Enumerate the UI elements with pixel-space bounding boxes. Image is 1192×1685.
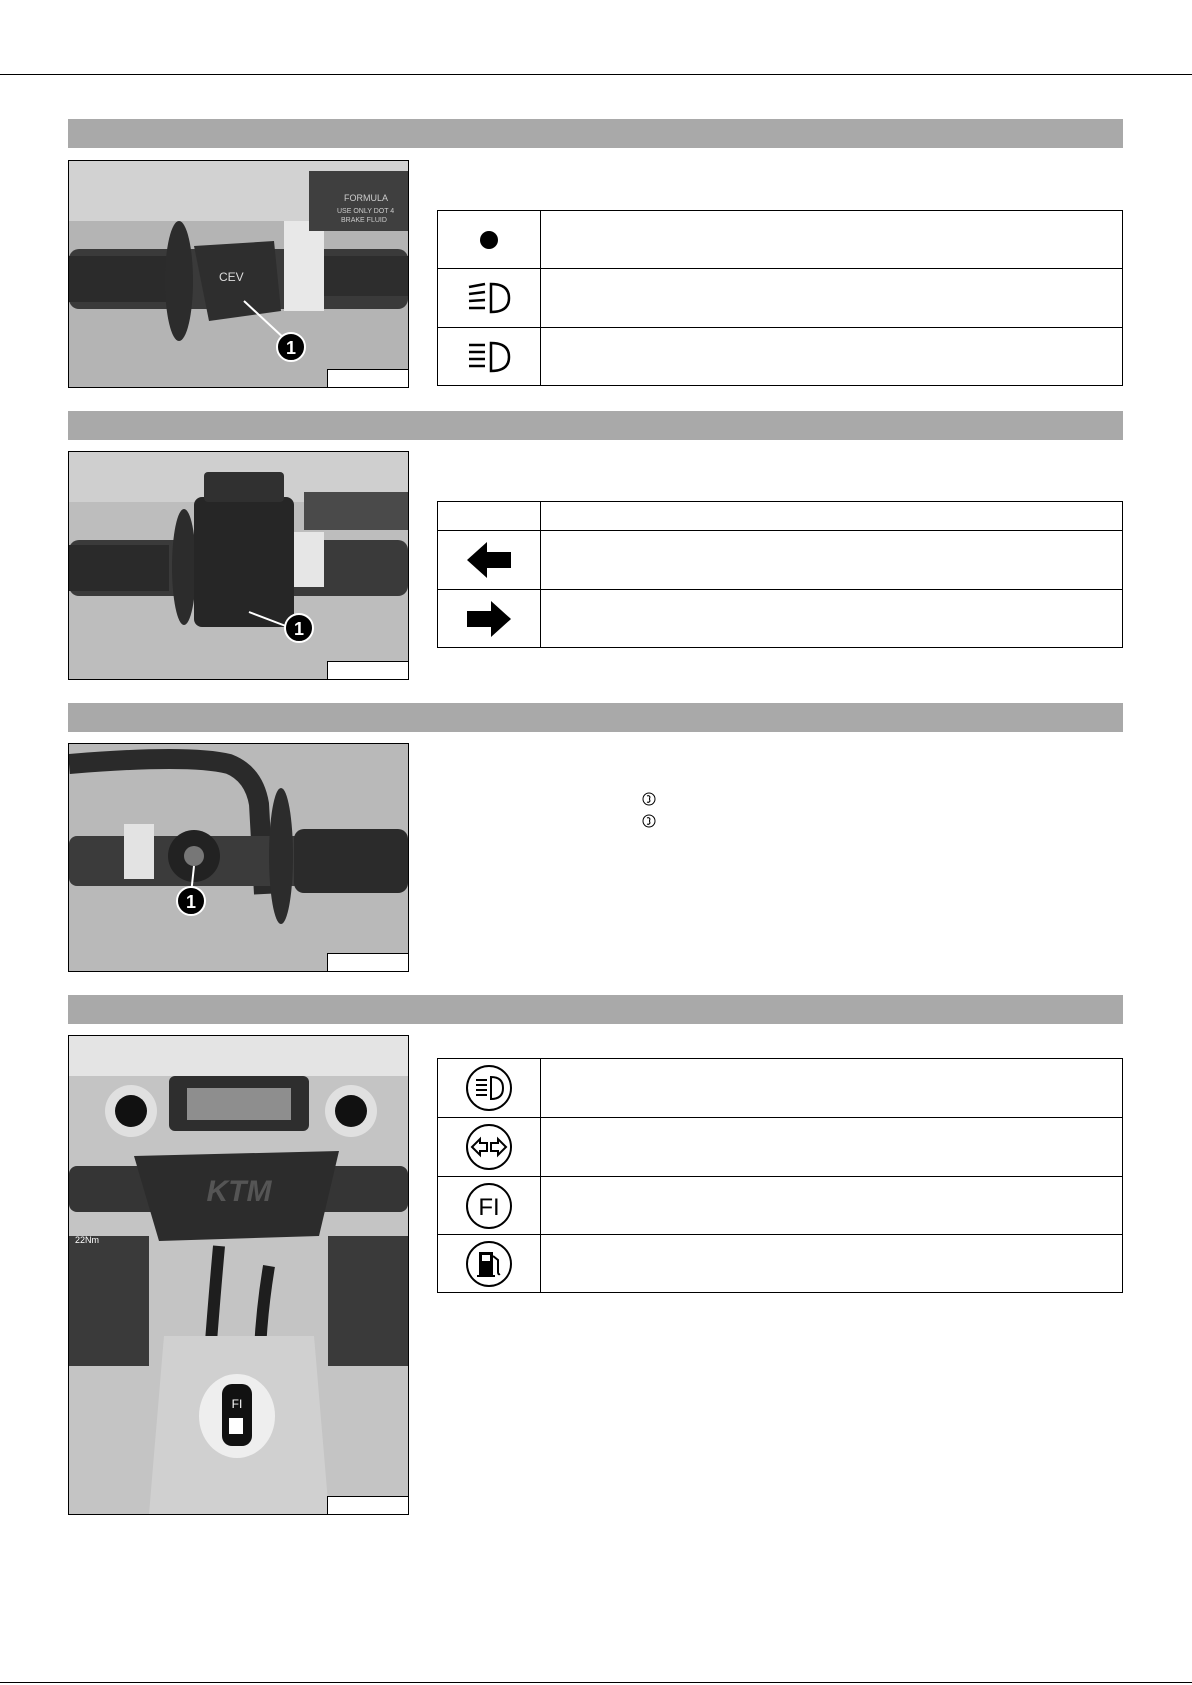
description-cell <box>541 1177 1123 1235</box>
photo-light-switch <box>68 160 409 388</box>
fi-lamp-label: FI <box>231 1397 243 1411</box>
torque-mark: 22Nm <box>75 1235 100 1245</box>
icon-cell <box>438 502 541 531</box>
section-bar-indicator-lamps <box>68 995 1123 1024</box>
switch-badge: CEV <box>219 270 244 284</box>
description-cell <box>541 1235 1123 1293</box>
icon-cell <box>438 269 541 328</box>
horn-icon <box>642 792 656 806</box>
section-bar-light-switch <box>68 119 1123 148</box>
figure-id-box <box>327 661 408 679</box>
figure-id-box <box>327 1496 408 1514</box>
photo-turn-signal-switch <box>68 451 409 680</box>
table-row <box>438 269 1123 328</box>
fi-lamp-text: FI <box>478 1193 500 1221</box>
reservoir-text-2: USE ONLY DOT 4 <box>337 208 395 215</box>
figure-id-box <box>327 369 408 387</box>
description-cell <box>541 531 1123 590</box>
header-rule <box>0 74 1192 75</box>
callout-1: 1 <box>285 338 297 358</box>
table-row <box>438 211 1123 269</box>
icon-cell <box>438 211 541 269</box>
table-row <box>438 328 1123 386</box>
description-cell <box>541 1118 1123 1177</box>
icon-cell <box>438 1177 541 1235</box>
dot-icon <box>479 230 499 250</box>
table-row <box>438 1059 1123 1118</box>
table-row <box>438 531 1123 590</box>
photo-horn-button <box>68 743 409 972</box>
description-cell <box>541 328 1123 386</box>
icon-cell <box>438 1118 541 1177</box>
indicator-lamps-table <box>437 1058 1123 1293</box>
high-beam-icon <box>465 339 513 375</box>
high-beam-lamp-icon <box>465 1064 513 1112</box>
section-bar-turn-signal-switch <box>68 411 1123 440</box>
footer-rule <box>0 1682 1192 1683</box>
reservoir-text-3: BRAKE FLUID <box>341 217 387 224</box>
horn-icon <box>642 814 656 828</box>
section-bar-horn-button <box>68 703 1123 732</box>
icon-cell <box>438 590 541 648</box>
callout-1: 1 <box>293 619 305 639</box>
light-switch-table <box>437 210 1123 386</box>
icon-cell <box>438 328 541 386</box>
description-cell <box>541 590 1123 648</box>
arrow-left-icon <box>465 540 513 580</box>
arrow-right-icon <box>465 599 513 639</box>
table-row <box>438 1118 1123 1177</box>
icon-cell <box>438 1235 541 1293</box>
icon-cell <box>438 1059 541 1118</box>
table-row <box>438 1177 1123 1235</box>
reservoir-text-1: FORMULA <box>344 193 389 203</box>
table-row <box>438 1235 1123 1293</box>
photo-indicator-lamps <box>68 1035 409 1515</box>
turn-signal-lamp-icon <box>465 1123 513 1171</box>
description-cell <box>541 269 1123 328</box>
table-row <box>438 502 1123 531</box>
icon-cell <box>438 531 541 590</box>
description-cell <box>541 502 1123 531</box>
turn-signal-table <box>437 501 1123 648</box>
fi-lamp-icon <box>465 1182 513 1230</box>
fuel-level-lamp-icon <box>465 1240 513 1288</box>
description-cell <box>541 211 1123 269</box>
brand-logo: KTM <box>206 1175 272 1208</box>
description-cell <box>541 1059 1123 1118</box>
figure-id-box <box>327 953 408 971</box>
high-beam-icon <box>465 280 513 316</box>
table-row <box>438 590 1123 648</box>
callout-1: 1 <box>185 892 197 912</box>
